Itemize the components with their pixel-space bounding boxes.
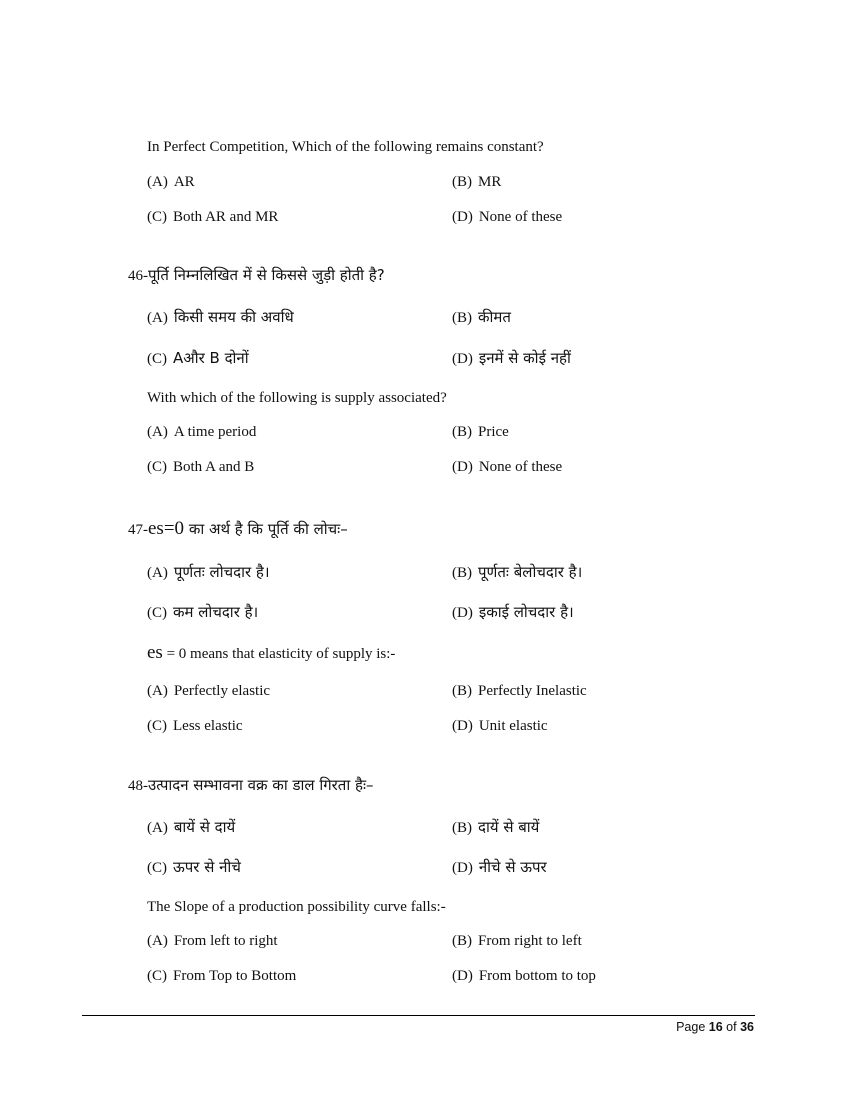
q45-option-a: (A) AR [147, 174, 195, 190]
q48-option-a-en: (A) From left to right [147, 933, 278, 949]
q48-option-a-hi: (A) बायें से दायें [147, 818, 236, 836]
q47-option-a-en: (A) Perfectly elastic [147, 683, 271, 699]
q47-option-b-hi: (B) पूर्णतः बेलोचदार है। [452, 563, 583, 581]
q47-option-a-hi: (A) पूर्णतः लोचदार है। [147, 563, 270, 581]
q48-option-b-hi: (B) दायें से बायें [452, 818, 540, 836]
q48-option-b-en: (B) From right to left [452, 933, 582, 949]
q46-option-b-hi: (B) कीमत [452, 308, 511, 326]
q48-option-c-en: (C) From Top to Bottom [147, 968, 297, 984]
q48-question-en: The Slope of a production possibility curve falls:- [147, 899, 446, 915]
q47-option-d-hi: (D) इकाई लोचदार है। [452, 603, 574, 621]
q48-option-d-en: (D) From bottom to top [452, 968, 596, 984]
q48-option-d-hi: (D) नीचे से ऊपर [452, 858, 547, 876]
q46-option-c-en: (C) Both A and B [147, 459, 255, 475]
q46-option-d-hi: (D) इनमें से कोई नहीं [452, 349, 571, 367]
q45-option-d: (D) None of these [452, 209, 563, 225]
q47-option-c-hi: (C) कम लोचदार है। [147, 603, 259, 621]
q46-option-b-en: (B) Price [452, 424, 509, 440]
q46-option-c-hi: (C) Aऔर B दोनों [147, 349, 249, 367]
q46-question-en: With which of the following is supply associated? [147, 390, 447, 406]
q47-option-b-en: (B) Perfectly Inelastic [452, 683, 587, 699]
q45-question-en: In Perfect Competition, Which of the following remains constant? [147, 139, 544, 155]
q46-option-d-en: (D) None of these [452, 459, 563, 475]
q46-option-a-hi: (A) किसी समय की अवधि [147, 308, 294, 326]
q48-question-hi: 48-उत्पादन सम्भावना वक्र का डाल गिरता हैः– [128, 776, 374, 794]
footer-divider [82, 1015, 755, 1016]
q45-option-c: (C) Both AR and MR [147, 209, 279, 225]
q47-question-en: es = 0 means that elasticity of supply is:- [147, 642, 396, 663]
q45-option-b: (B) MR [452, 174, 502, 190]
q47-option-d-en: (D) Unit elastic [452, 718, 548, 734]
q48-option-c-hi: (C) ऊपर से नीचे [147, 858, 241, 876]
q46-option-a-en: (A) A time period [147, 424, 257, 440]
q46-question-hi: 46-पूर्ति निम्नलिखित में से किससे जुड़ी होती है? [128, 266, 385, 284]
q47-option-c-en: (C) Less elastic [147, 718, 243, 734]
q47-question-hi: 47-es=0 का अर्थ है कि पूर्ति की लोचः– [128, 518, 348, 539]
page-number: Page 16 of 36 [676, 1020, 754, 1034]
